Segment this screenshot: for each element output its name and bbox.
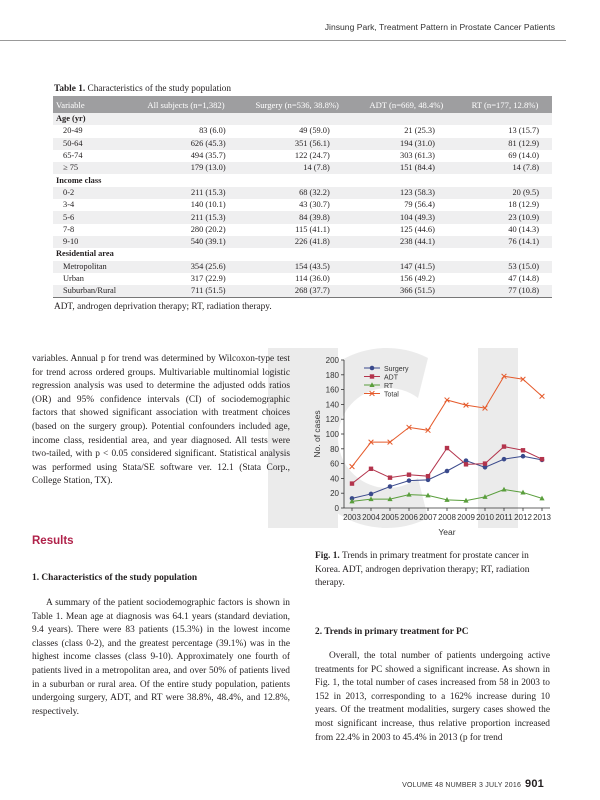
- adt-point: [483, 461, 487, 465]
- table-footnote: ADT, androgen deprivation therapy; RT, radiation therapy.: [54, 302, 272, 312]
- table-cell: 114 (36.0): [295, 274, 330, 283]
- table-cell: 81 (12.9): [458, 138, 552, 150]
- trends-paragraph: Overall, the total number of patients undergoing active treatments for PC showed a significant increase. As shown in Fig. 1, the total number of cases increased from 58 in 2003 to 152 in 2013, corresponding to a 162% increase during 10 years. Of the treatment modalities, surgery cases showed the most significant increase, thus relative proportion increased from 22.4% in 2003 to 45.4% in 2013 (p for trend: [315, 651, 550, 743]
- section-title: Income class: [56, 175, 102, 185]
- y-tick-label: 0: [334, 504, 339, 513]
- table-cell: 21 (25.3): [404, 126, 435, 136]
- table-cell: 711 (51.5): [132, 285, 239, 298]
- table-row: [53, 224, 552, 236]
- adt-point: [369, 467, 373, 471]
- surgery-point: [388, 484, 393, 489]
- x-tick-label: 2008: [438, 513, 456, 522]
- adt-series-line: [352, 447, 542, 484]
- y-tick-label: 200: [325, 356, 339, 365]
- row-label: ≥ 75: [53, 162, 132, 174]
- x-tick-label: 2007: [419, 513, 437, 522]
- table-cell: 351 (56.1): [240, 138, 355, 150]
- total-series-line: [352, 376, 542, 466]
- table-cell: 14 (7.8): [458, 162, 552, 174]
- section-title: Residential area: [56, 249, 114, 259]
- col-header: Surgery (n=536, 38.8%): [240, 96, 355, 113]
- table-cell: 123 (58.3): [355, 187, 458, 199]
- adt-point: [502, 444, 506, 448]
- col-header: RT (n=177, 12.8%): [458, 96, 552, 113]
- row-label: 50-64: [53, 138, 132, 150]
- y-tick-label: 40: [330, 474, 339, 484]
- table-cell: 540 (39.1): [132, 236, 239, 248]
- y-tick-label: 160: [325, 385, 339, 395]
- table-row: [53, 273, 552, 285]
- legend-label: Total: [384, 391, 399, 399]
- row-label: 65-74: [63, 151, 83, 161]
- treatment-trend-chart: [308, 352, 558, 542]
- table-cell: 211 (15.3): [132, 211, 239, 223]
- row-label: 0-2: [53, 187, 132, 199]
- table-cell: 268 (37.7): [240, 285, 355, 298]
- table-caption: [54, 84, 231, 94]
- section-row: [53, 113, 552, 125]
- surgery-point: [369, 492, 374, 497]
- table-cell: 122 (24.7): [294, 151, 330, 161]
- surgery-point: [445, 469, 450, 474]
- x-tick-label: 2004: [362, 513, 380, 522]
- page-number: 901: [525, 778, 544, 790]
- x-tick-label: 2013: [533, 513, 551, 522]
- y-tick-label: 120: [325, 415, 339, 425]
- col-header: Variable: [53, 96, 132, 113]
- section-row: [53, 174, 552, 186]
- legend-label: ADT: [384, 374, 398, 382]
- row-label: Metropolitan: [53, 261, 132, 273]
- table-cell: 280 (20.2): [190, 224, 226, 234]
- y-tick-label: 180: [325, 370, 339, 380]
- table-cell: 125 (44.6): [400, 224, 435, 234]
- row-label: 7-8: [63, 224, 75, 234]
- table-cell: 18 (12.9): [508, 200, 539, 210]
- section-title: Age (yr): [53, 113, 552, 125]
- surgery-series-line: [352, 456, 542, 498]
- table-row: [53, 162, 552, 174]
- legend-label: RT: [384, 382, 394, 390]
- x-tick-label: 2006: [400, 513, 418, 522]
- table-cell: 226 (41.8): [240, 236, 355, 248]
- characteristics-paragraph: A summary of the patient sociodemographic factors is shown in Table 1. Mean age at diagnosis was 64.1 years (standard deviation, 9.4 years). There were 83 patients (15.3%) in the lowest income classes (class 0-2), and the greatest percentage (39.1%) was in the highest income classes (class 9-10). Approximately one fourth of patients lived in a metropolitan area, and over 50% of patients lived in a suburban or rural area. Of the entire study population, patients undergoing surgery, ADT, and RT were 38.8%, 48.4%, and 12.8%, respectively.: [32, 598, 290, 717]
- table-row: [53, 138, 552, 150]
- y-tick-label: 100: [325, 430, 339, 439]
- methods-paragraph: variables. Annual p for trend was determined by Wilcoxon-type test for trend across ordered groups. Multivariable multinomial logistic regression analysis was used to determine the adjusted odds ratios (OR) and 95% confidence intervals (CI) of sociodemographic factors that showed significant association with treatment choices (based on the surgery group). Potential confounders included age, income class, residential area, and year diagnosed. All tests were two-tailed, with p < 0.05 considered significant. Statistical analysis was performed using Stata/SE software ver. 12.1 (Stata Corp., College Station, TX).: [32, 354, 290, 487]
- table-cell: 194 (31.0): [355, 138, 458, 150]
- table-caption-label: Table 1.: [54, 84, 86, 94]
- table-cell: 626 (45.3): [132, 138, 239, 150]
- table-cell: 494 (35.7): [190, 151, 226, 161]
- legend-marker: [370, 366, 375, 371]
- x-tick-label: 2012: [514, 513, 532, 522]
- x-axis-label: Year: [438, 527, 456, 537]
- table-cell: 104 (49.3): [355, 211, 458, 223]
- y-tick-label: 140: [325, 400, 339, 410]
- table-cell: 68 (32.2): [240, 187, 355, 199]
- figure-caption-label: Fig. 1.: [315, 551, 340, 561]
- row-label: Urban: [63, 274, 84, 283]
- y-tick-label: 80: [330, 444, 339, 454]
- table-row: [53, 261, 552, 273]
- legend-label: Surgery: [384, 365, 409, 373]
- table-cell: 23 (10.9): [458, 211, 552, 223]
- table-cell: 76 (14.1): [458, 236, 552, 248]
- adt-point: [426, 474, 430, 478]
- table-cell: 69 (14.0): [508, 151, 539, 161]
- table-row: [53, 199, 552, 211]
- y-axis-label: No. of cases: [312, 410, 322, 458]
- table-cell: 156 (49.2): [400, 274, 435, 283]
- characteristics-table: [53, 96, 552, 298]
- figure-caption: [315, 550, 550, 591]
- table-cell: 20 (9.5): [458, 187, 552, 199]
- adt-point: [464, 462, 468, 466]
- surgery-point: [502, 457, 507, 462]
- surgery-point: [521, 454, 526, 459]
- table-cell: 303 (61.3): [400, 151, 435, 161]
- table-cell: 43 (30.7): [299, 200, 330, 210]
- total-point: [540, 394, 545, 399]
- table-cell: 354 (25.6): [132, 261, 239, 273]
- table-caption-text: Characteristics of the study population: [87, 84, 232, 94]
- subheading-characteristics: 1. Characteristics of the study population: [32, 573, 198, 583]
- table-cell: 13 (15.7): [508, 126, 539, 136]
- x-tick-label: 2005: [381, 513, 399, 522]
- table-cell: 238 (44.1): [355, 236, 458, 248]
- table-row: [53, 187, 552, 199]
- table-row: [53, 125, 552, 137]
- row-label: 9-10: [53, 236, 132, 248]
- x-tick-label: 2009: [457, 513, 475, 522]
- table-cell: 49 (59.0): [299, 126, 330, 136]
- figure-caption-text: Trends in primary treatment for prostate cancer in Korea. ADT, androgen deprivation therapy; RT, radiation therapy.: [315, 551, 530, 589]
- total-point: [350, 464, 355, 469]
- table-cell: 151 (84.4): [355, 162, 458, 174]
- surgery-point: [407, 478, 412, 483]
- section-row: [53, 248, 552, 260]
- x-tick-label: 2011: [495, 513, 513, 522]
- y-tick-label: 20: [330, 489, 339, 499]
- header-rule: [0, 40, 566, 41]
- adt-point: [521, 448, 525, 452]
- table-cell: 211 (15.3): [132, 187, 239, 199]
- running-header: Jinsung Park, Treatment Pattern in Prostate Cancer Patients: [324, 22, 555, 32]
- table-cell: 79 (56.4): [404, 200, 435, 210]
- row-label: 5-6: [53, 211, 132, 223]
- col-header: ADT (n=669, 48.4%): [355, 96, 458, 113]
- adt-point: [445, 446, 449, 450]
- table-cell: 77 (10.8): [458, 285, 552, 298]
- adt-point: [540, 457, 544, 461]
- table-cell: 154 (43.5): [240, 261, 355, 273]
- x-tick-label: 2010: [476, 513, 494, 522]
- legend-marker: [370, 374, 374, 378]
- row-label: Suburban/Rural: [53, 285, 132, 298]
- journal-issue: VOLUME 48 NUMBER 3 JULY 2016: [402, 782, 522, 789]
- table-cell: 53 (15.0): [458, 261, 552, 273]
- results-heading: Results: [32, 535, 74, 547]
- table-cell: 84 (39.8): [240, 211, 355, 223]
- rt-point: [501, 487, 506, 492]
- x-tick-label: 2003: [343, 513, 361, 522]
- row-label: 3-4: [63, 200, 75, 210]
- adt-point: [407, 473, 411, 477]
- adt-point: [350, 481, 354, 485]
- table-cell: 47 (14.8): [508, 274, 539, 283]
- table-cell: 115 (41.1): [295, 224, 330, 234]
- table-row: [53, 236, 552, 248]
- subheading-trends: 2. Trends in primary treatment for PC: [315, 627, 469, 637]
- y-tick-label: 60: [330, 459, 339, 469]
- table-cell: 317 (22.9): [190, 274, 226, 283]
- table-cell: 366 (51.5): [355, 285, 458, 298]
- table-row: [53, 150, 552, 162]
- table-cell: 140 (10.1): [190, 200, 226, 210]
- table-cell: 179 (13.0): [132, 162, 239, 174]
- table-header-row: [53, 96, 552, 113]
- col-header: All subjects (n=1,382): [132, 96, 239, 113]
- table-cell: 147 (41.5): [355, 261, 458, 273]
- table-cell: 83 (6.0): [199, 126, 226, 136]
- row-label: 20-49: [63, 126, 83, 136]
- table-cell: 14 (7.8): [240, 162, 355, 174]
- table-row: [53, 285, 552, 298]
- table-row: [53, 211, 552, 223]
- adt-point: [388, 475, 392, 479]
- page-footer: [402, 778, 544, 790]
- table-cell: 40 (14.3): [508, 224, 539, 234]
